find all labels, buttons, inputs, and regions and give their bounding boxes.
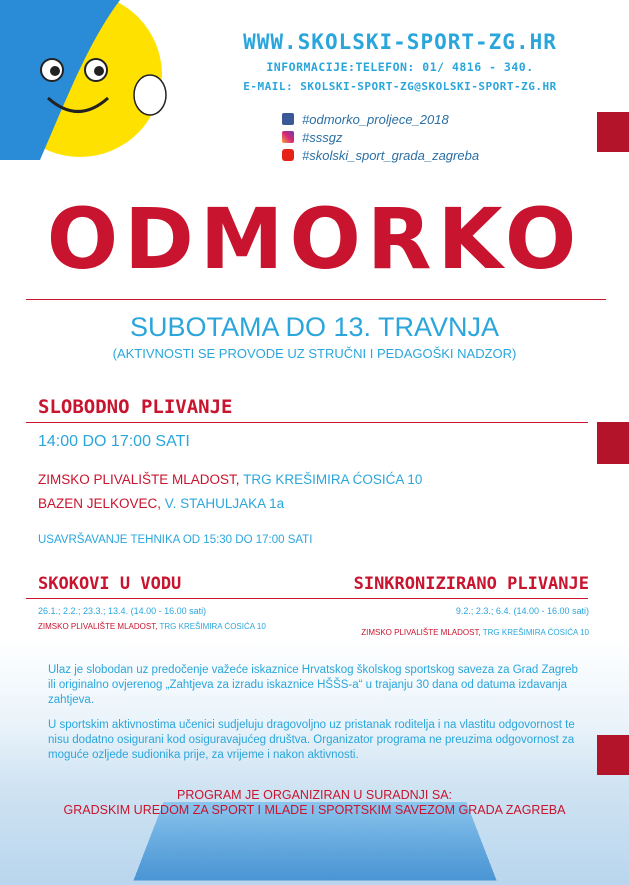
divider [26, 598, 588, 599]
venue-name: ZIMSKO PLIVALIŠTE MLADOST, [361, 628, 481, 637]
divider [26, 422, 588, 423]
entry-info-paragraph: Ulaz je slobodan uz predočenje važeće iskaznice Hrvatskog školskog sportskog saveza za Grad Zagreb ili originalno ovjerenog „Zahtjeva za izradu iskaznice HŠŠS-a“ u trajanju 30 dana od datuma izdavanja zahtjeva. [48, 664, 578, 706]
venue-name: BAZEN JELKOVEC, [38, 496, 162, 511]
header-contact [190, 30, 610, 93]
youtube-icon [282, 149, 294, 161]
social-label: #odmorko_proljece_2018 [302, 111, 449, 127]
social-list [282, 110, 479, 164]
venue-2 [38, 496, 284, 511]
venue-1 [38, 472, 422, 487]
facebook-icon [282, 113, 294, 125]
divider [26, 299, 606, 300]
sinkro-heading: SINKRONIZIRANO PLIVANJE [353, 574, 589, 594]
venue-address: TRG KREŠIMIRA ĆOSIĆA 10 [480, 628, 589, 637]
red-tab [597, 112, 629, 152]
venue-name: ZIMSKO PLIVALIŠTE MLADOST, [38, 472, 240, 487]
venue-address: V. STAHULJAKA 1a [161, 496, 285, 511]
tehnika-text: USAVRŠAVANJE TEHNIKA OD 15:30 DO 17:00 SATI [38, 534, 313, 546]
page-title: ODMORKO [46, 190, 583, 288]
subtitle: SUBOTAMA DO 13. TRAVNJA [129, 312, 500, 342]
slobodno-heading: SLOBODNO PLIVANJE [38, 396, 233, 418]
skokovi-heading: SKOKOVI U VODU [38, 574, 182, 594]
website-link[interactable]: WWW.SKOLSKI-SPORT-ZG.HR [243, 30, 557, 54]
skokovi-dates: 26.1.; 2.2.; 23.3.; 13.4. (14.00 - 16.00 sati) [38, 606, 207, 616]
slobodno-time: 14:00 DO 17:00 SATI [38, 433, 190, 450]
instagram-icon [282, 131, 294, 143]
subnote: (AKTIVNOSTI SE PROVODE UZ STRUČNI I PEDAGOŠKI NADZOR) [112, 346, 517, 361]
venue-address: TRG KREŠIMIRA ĆOSIĆA 10 [239, 472, 423, 487]
social-label: #sssgz [302, 129, 343, 145]
footer-line-1: PROGRAM JE ORGANIZIRAN U SURADNJI SA: [176, 788, 453, 802]
social-label: #skolski_sport_grada_zagreba [302, 147, 480, 163]
social-item-facebook[interactable] [282, 110, 479, 128]
sinkro-venue [361, 628, 589, 637]
venue-name: ZIMSKO PLIVALIŠTE MLADOST, [38, 622, 158, 631]
skokovi-venue [38, 622, 266, 631]
social-item-instagram[interactable] [282, 128, 479, 146]
red-tab [597, 422, 629, 464]
responsibility-paragraph: U sportskim aktivnostima učenici sudjeluju dragovoljno uz pristanak roditelja i na vlastitu odgovornost te nisu dodatno osigurani kod osiguravajućeg društva. Organizator programa ne preuzima odgovornost za moguće ozljede sudionika prije, za vrijeme i nakon aktivnosti. [48, 719, 575, 761]
sinkro-dates: 9.2.; 2.3.; 6.4. (14.00 - 16.00 sati) [455, 606, 589, 616]
red-tab [597, 735, 629, 775]
venue-address: TRG KREŠIMIRA ĆOSIĆA 10 [157, 622, 266, 631]
info-phone: INFORMACIJE:TELEFON: 01/ 4816 - 340. [266, 60, 534, 74]
logo [0, 0, 170, 160]
social-item-youtube[interactable] [282, 146, 479, 164]
email-link[interactable]: E-MAIL: SKOLSKI-SPORT-ZG@SKOLSKI-SPORT-ZG.HR [243, 80, 557, 93]
footer-line-2: GRADSKIM UREDOM ZA SPORT I MLADE I SPORTSKIM SAVEZOM GRADA ZAGREBA [63, 803, 566, 817]
